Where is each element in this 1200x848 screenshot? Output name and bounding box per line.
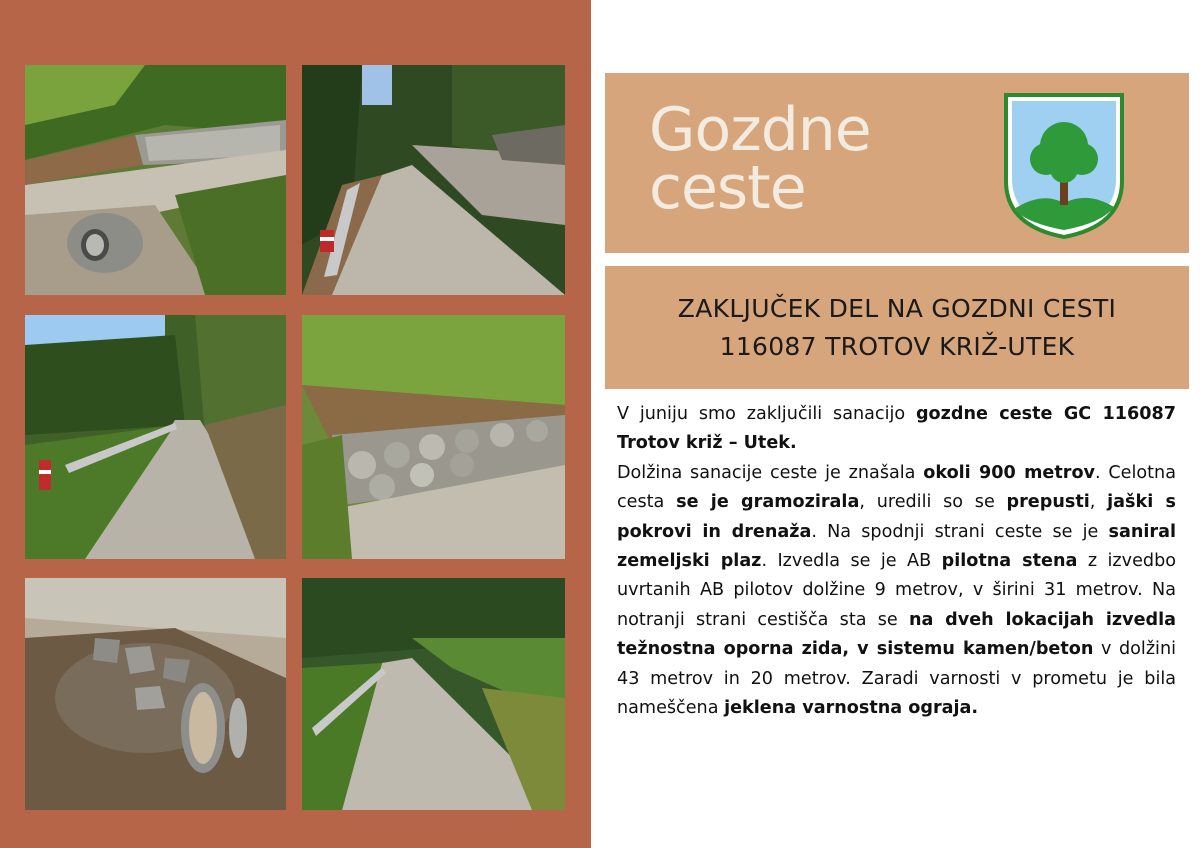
photo-road-wall-culvert (25, 65, 286, 295)
text-span: z izvedbo uvrtanih AB pilotov dolžine 9 metrov, v širini 31 metrov. Na notranji strani cestišča sta se (617, 551, 1176, 630)
article-paragraph-1 (617, 400, 1176, 459)
photo-road-curve-forest (302, 578, 565, 810)
photo-road-guardrail-wall (302, 65, 565, 295)
bold-span: na dveh lokacijah izvedla težnostna oporna zida, v sistemu kamen/beton (617, 609, 1176, 660)
text-span: . Celotna cesta (617, 462, 1176, 513)
text-span: , uredili so se (859, 492, 1007, 513)
municipal-crest-tree-icon (1002, 91, 1126, 241)
photo-stone-retaining-wall (302, 315, 565, 559)
text-span: . Na spodnji strani ceste se je (811, 521, 1109, 542)
text-span: Dolžina sanacije ceste je znašala (617, 462, 924, 483)
bold-span: pilotna stena (941, 551, 1078, 572)
text-span: v dolžini 43 metrov in 20 metrov. Zaradi varnosti v prometu je bila nameščena (617, 639, 1176, 719)
text-span: , (1089, 492, 1108, 513)
headline-line-2: 116087 TROTOV KRIŽ-UTEK (719, 331, 1075, 361)
article-body (617, 400, 1176, 723)
bold-span: saniral zemeljski plaz (617, 521, 1176, 572)
title-banner (605, 73, 1189, 253)
bold-span: prepusti (1006, 492, 1090, 513)
bold-span: se je gramozirala (676, 492, 860, 513)
article-paragraph-2 (617, 459, 1176, 724)
headline-line-1: ZAKLJUČEK DEL NA GOZDNI CESTI (677, 293, 1117, 323)
bold-span: jaški s pokrovi in drenaža (617, 492, 1177, 542)
title-line-1: Gozdne (649, 95, 871, 165)
photo-road-guardrail-forest (25, 315, 286, 559)
photo-culvert-pipe (25, 578, 286, 810)
text-span: V juniju smo zaključili sanacijo (617, 404, 916, 424)
bold-span: jeklena varnostna ograja. (724, 698, 979, 719)
title-line-2: ceste (649, 153, 806, 223)
page-title (649, 95, 871, 223)
headline-banner (605, 266, 1189, 389)
text-span: . Izvedla se je AB (761, 551, 942, 572)
bold-span: okoli 900 metrov (923, 462, 1095, 483)
photo-panel (0, 0, 591, 848)
bold-span: gozdne ceste GC 116087 Trotov križ – Utek. (617, 404, 1177, 454)
